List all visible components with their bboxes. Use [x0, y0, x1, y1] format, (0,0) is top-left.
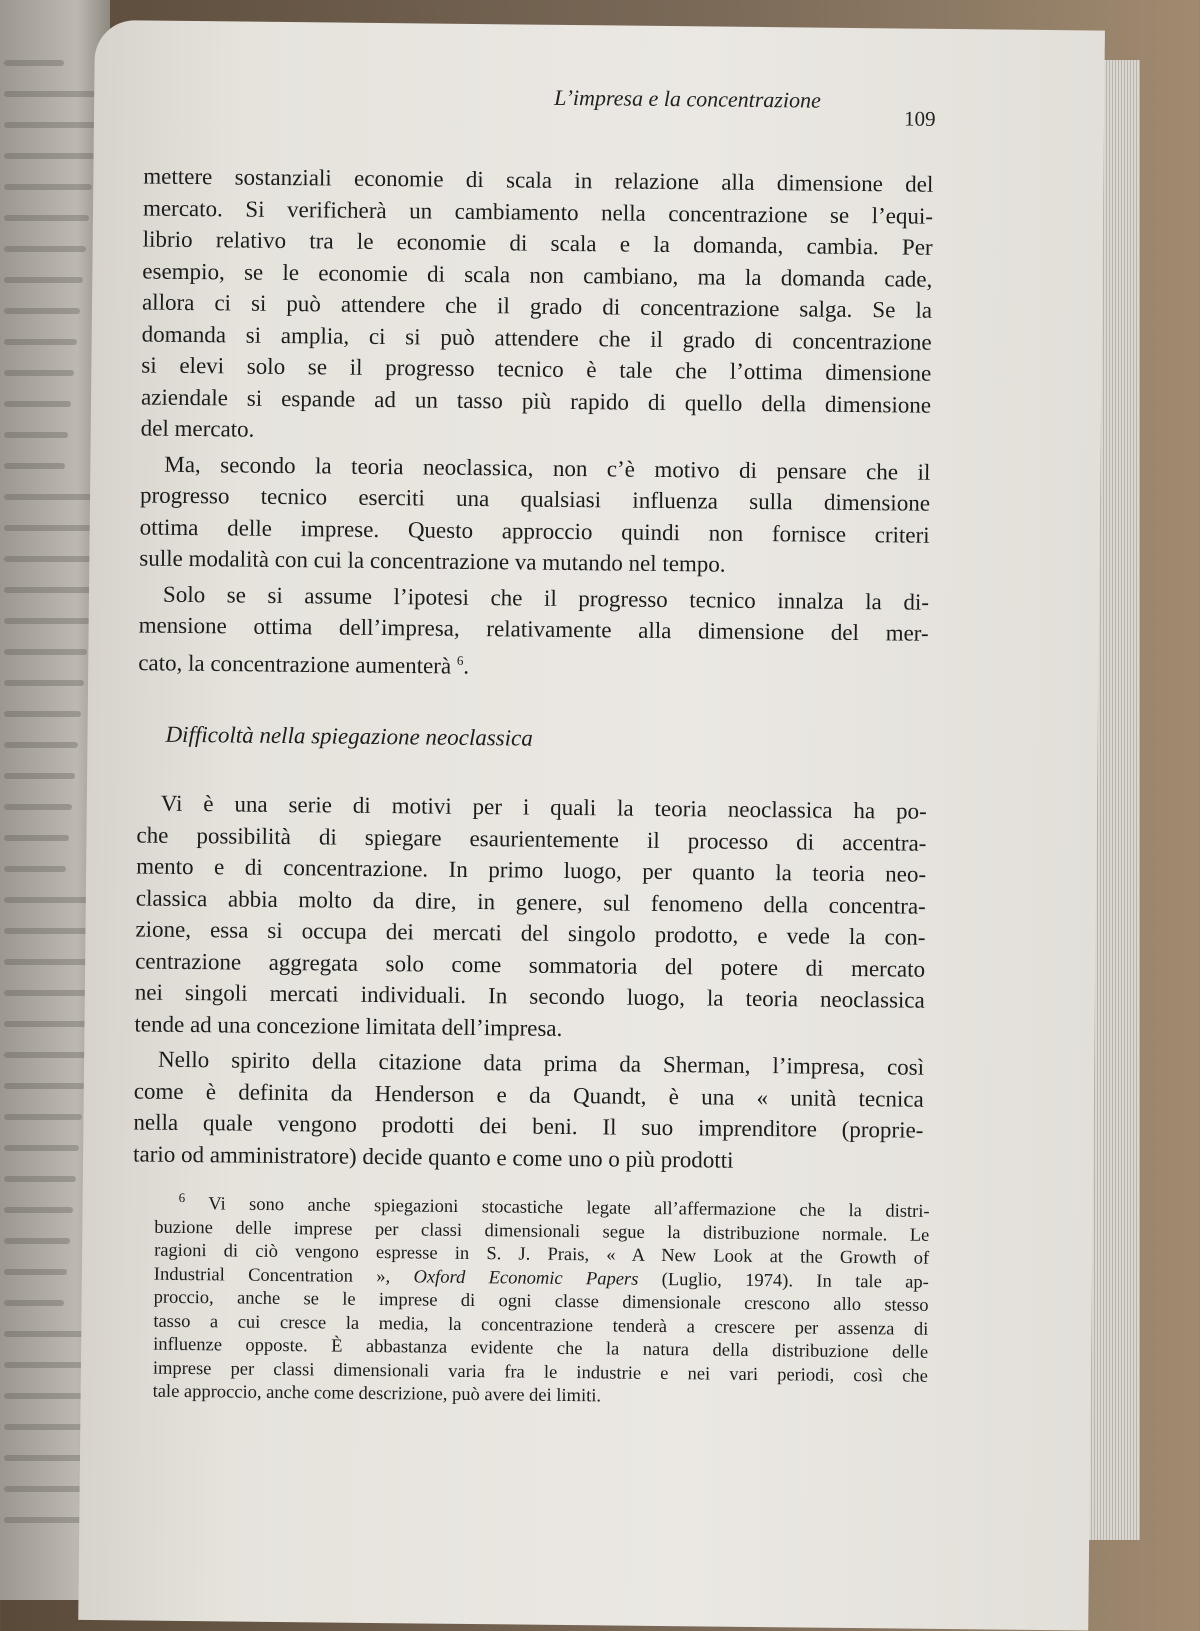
text-line: centrazione aggregata solo come sommatoria del potere di mercato [135, 948, 926, 982]
text-line: Solo se si assume l’ipotesi che il progresso tecnico innalza la di- [162, 581, 930, 615]
running-head: L’impresa e la concentrazione [554, 84, 821, 113]
facing-page-text-line [4, 1269, 67, 1275]
facing-page-text-line [4, 1021, 91, 1027]
footnote-line: tale approccio, anche come descrizione, può avere dei limiti. [152, 1381, 602, 1407]
footnote-text: ragioni di ciò vengono espresse in S. J. Prais, « A New Look at the Growth of [154, 1240, 930, 1269]
text-line: librio relativo tra le economie di scala e la domanda, cambia. Per [142, 226, 933, 260]
facing-page-text-line [4, 649, 87, 655]
text-line: mettere sostanziali economie di scala in relazione alla dimensione del [143, 163, 934, 197]
text-line: si elevi solo se il progresso tecnico è tale che l’ottima dimensione [141, 352, 932, 386]
text-line: Vi è una serie di motivi per i quali la teoria neoclassica ha po- [160, 790, 927, 824]
text-line: del mercato. [140, 415, 255, 442]
facing-page-text-line [4, 866, 66, 872]
facing-page-text-line [4, 618, 90, 624]
facing-page-text-line [4, 370, 74, 376]
text-line: che possibilità di spiegare esaurientemente il processo di accentra- [136, 822, 927, 856]
footnote-text: (Luglio, 1974). In tale ap- [638, 1269, 929, 1293]
facing-page-text-line [4, 1145, 79, 1151]
footnote-line: influenze opposte. È abbastanza evidente che la natura della distribuzione delle [153, 1334, 929, 1363]
facing-page-text-line [4, 277, 83, 283]
footnote-line: imprese per classi dimensionali varia fra le industrie e nei vari periodi, così che [152, 1358, 928, 1387]
facing-page-text-line [4, 556, 96, 562]
facing-page-text-line [4, 1114, 82, 1120]
facing-page-text-line [4, 804, 72, 810]
facing-page-text-line [4, 432, 68, 438]
facing-page-text-line [4, 1300, 64, 1306]
facing-page-text-line [4, 742, 78, 748]
facing-page-text-line [4, 308, 80, 314]
text-line: mento e di concentrazione. In primo luogo, per quanto la teoria neo- [136, 853, 927, 887]
facing-page-text-line [4, 122, 98, 128]
text-line: cato, la concentrazione aumenterà $^6$. [138, 649, 470, 679]
facing-page-text-line [4, 1517, 83, 1523]
text-line: sulle modalità con cui la concentrazione va mutando nel tempo. [139, 545, 726, 577]
text-line: zione, essa si occupa dei mercati del singolo prodotto, e vede la con- [135, 916, 926, 950]
text-line: classica abbia molto da dire, in genere, sul fenomeno della concentra- [135, 885, 926, 919]
text-line: aziendale si espande ad un tasso più rapido di quello della dimensione [140, 384, 932, 418]
facing-page-text-line [4, 1176, 76, 1182]
facing-page-text-line [4, 1424, 92, 1430]
footnote-text: Industrial Concentration », [153, 1264, 414, 1288]
facing-page-text-line [4, 184, 92, 190]
footnote-line: tasso a cui cresce la media, la concentrazione tenderà a crescere per assenza di [153, 1311, 929, 1340]
paragraph [141, 161, 934, 453]
facing-page-text-line [4, 773, 75, 779]
facing-page-text-line [4, 1238, 70, 1244]
facing-page-text-line [4, 835, 69, 841]
text-line: mercato. Si verificherà un cambiamento nella concentrazione se l’equi- [142, 195, 934, 229]
text-line: mensione ottima dell’impresa, relativamente alla dimensione del mer- [138, 612, 929, 646]
footnote [153, 1186, 930, 1413]
text-line: Ma, secondo la teoria neoclassica, non c’è motivo di pensare che il [164, 451, 931, 485]
facing-page-text-line [4, 680, 84, 686]
facing-page-text-line [4, 990, 94, 996]
text-line: nei singoli mercati individuali. In secondo luogo, la teoria neoclassica [134, 979, 925, 1013]
facing-page-text-line [4, 1052, 88, 1058]
facing-page-text-line [4, 587, 93, 593]
facing-page-text-line [4, 339, 77, 345]
footnote-reference: 6 [456, 652, 464, 668]
facing-page-text-line [4, 60, 64, 66]
facing-page-text-line [4, 525, 99, 531]
text-line: tende ad una concezione limitata dell’impresa. [134, 1011, 563, 1041]
journal-title: Oxford Economic Papers [413, 1267, 639, 1290]
footnote-line: proccio, anche se le imprese di ogni classe dimensionale crescono allo stesso [153, 1287, 929, 1316]
text-line: allora ci si può attendere che il grado di concentrazione salga. Se la [141, 289, 933, 323]
facing-page-text-line [4, 494, 102, 500]
facing-page-text-line [4, 463, 65, 469]
paragraph [139, 448, 930, 582]
paragraph [133, 1044, 924, 1178]
text-line: tario od amministratore) decide quanto e come uno o più prodotti [133, 1141, 734, 1173]
footnote-text: Vi sono anche spiegazioni stocastiche legate all’affermazione che la distri- [208, 1194, 930, 1222]
text-line: domanda si amplia, ci si può attendere che il grado di concentrazione [141, 321, 932, 355]
text-line: nella quale vengono prodotti dei beni. Il suo imprenditore (proprie- [133, 1109, 924, 1143]
text-line: progresso tecnico eserciti una qualsiasi influenza sulla dimensione [139, 482, 931, 516]
facing-page-text-line [4, 959, 97, 965]
paragraph [138, 578, 929, 686]
text-line: esempio, se le economie di scala non cambiano, ma la domanda cade, [142, 258, 933, 292]
text-line: ottima delle imprese. Questo approccio quindi non fornisce criteri [139, 513, 930, 548]
footnote-text: buzione delle imprese per classi dimensionali segue la distribuzione normale. Le [154, 1217, 930, 1246]
facing-page-text-line [4, 246, 86, 252]
text-line: Nello spirito della citazione data prima da Sherman, l’impresa, così [157, 1046, 925, 1080]
facing-page-text-line [4, 1455, 89, 1461]
section-heading: Difficoltà nella spiegazione neoclassica [165, 721, 533, 751]
facing-page-text-line [4, 91, 101, 97]
facing-page-text-line [4, 1083, 85, 1089]
facing-page-text-line [4, 153, 95, 159]
facing-page-text-line [4, 215, 89, 221]
body-text [133, 161, 934, 1182]
facing-page-text-line [4, 1486, 86, 1492]
text-line: come è definita da Henderson e da Quandt, è una « unità tecnica [133, 1078, 924, 1112]
facing-page-text-line [4, 1207, 73, 1213]
footnote-number: 6 [178, 1189, 186, 1206]
paragraph [134, 788, 927, 1048]
facing-page-text-line [4, 711, 81, 717]
facing-page-text-line [4, 401, 71, 407]
page-number: 109 [903, 106, 936, 131]
book-page [78, 20, 1105, 1630]
